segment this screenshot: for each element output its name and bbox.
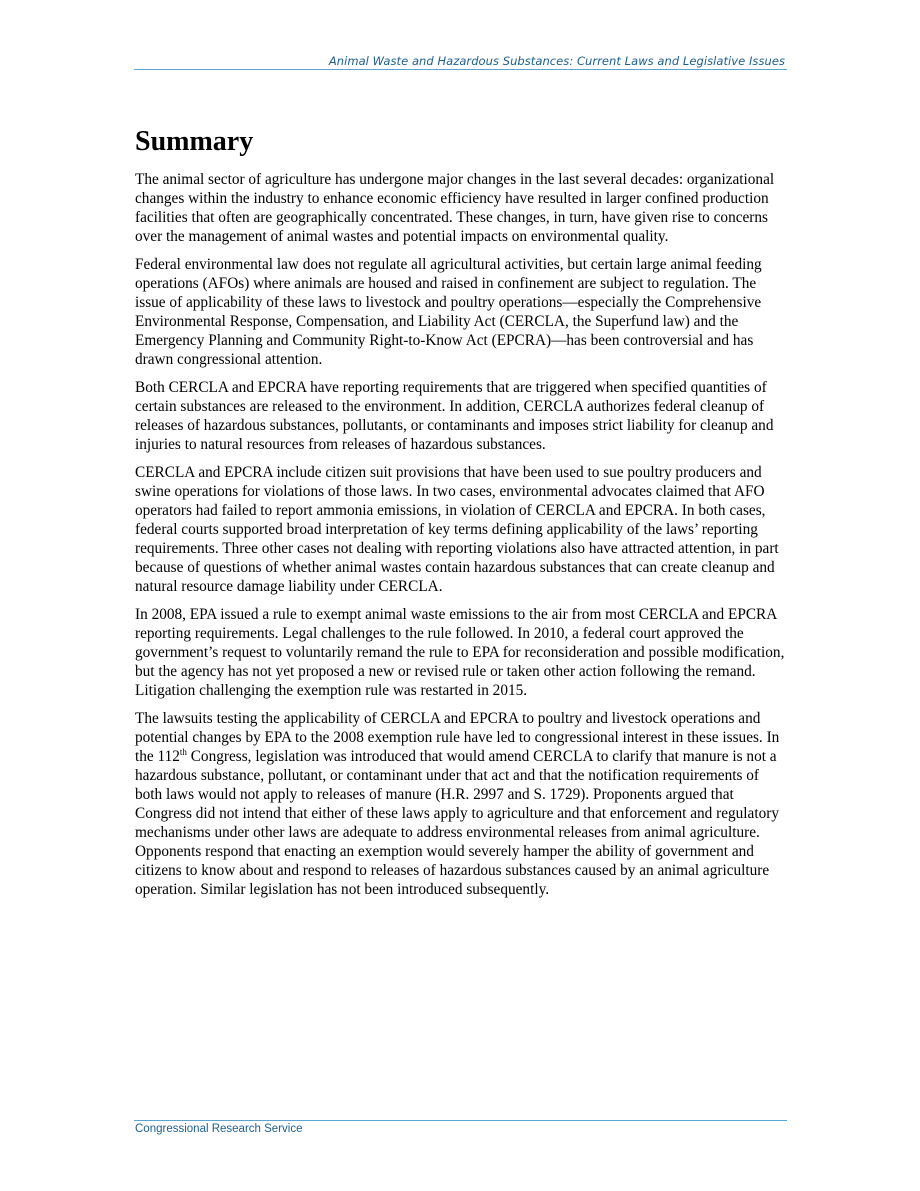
paragraph-last: [135, 709, 790, 899]
ordinal-superscript: th: [179, 747, 187, 757]
paragraph: Federal environmental law does not regulate all agricultural activities, but certain large animal feeding operations (AFOs) where animals are housed and raised in confinement are subject to regulation. The issue of applicability of these laws to livestock and poultry operations—especially the Comprehensive Environmental Response, Compensation, and Liability Act (CERCLA, the Superfund law) and the Emergency Planning and Community Right-to-Know Act (EPCRA)—has been controversial and has drawn congressional attention.: [135, 256, 762, 368]
footer-source: Congressional Research Service: [135, 1123, 303, 1135]
paragraph: In 2008, EPA issued a rule to exempt animal waste emissions to the air from most CERCLA and EPCRA reporting requirements. Legal challenges to the rule followed. In 2010, a federal court approved the government’s request to voluntarily remand the rule to EPA for reconsideration and possible modification, but the agency has not yet proposed a new or revised rule or taken other action following the remand. Litigation challenging the exemption rule was restarted in 2015.: [135, 606, 785, 699]
paragraph-text-after: Congress, legislation was introduced that would amend CERCLA to clarify that manure is not a hazardous substance, pollutant, or contaminant under that act and that the notification requirements of both laws would not apply to releases of manure (H.R. 2997 and S. 1729). Proponents argued that Congress did not intend that either of these laws apply to agriculture and that enforcement and regulatory mechanisms under other laws are adequate to address environmental releases from animal agriculture. Opponents respond that enacting an exemption would severely hamper the ability of government and citizens to know about and respond to releases of hazardous substances caused by an animal agriculture operation. Similar legislation has not been introduced subsequently.: [135, 748, 779, 898]
footer-divider: [134, 1120, 787, 1121]
document-body: [135, 124, 790, 908]
running-header-title: Animal Waste and Hazardous Substances: Current Laws and Legislative Issues: [328, 54, 785, 68]
paragraph-text-before: The lawsuits testing the applicability of CERCLA and EPCRA to poultry and livestock operations and potential changes by EPA to the 2008 exemption rule have led to congressional interest in these issues. In the 112: [135, 710, 780, 765]
paragraph: Both CERCLA and EPCRA have reporting requirements that are triggered when specified quantities of certain substances are released to the environment. In addition, CERCLA authorizes federal cleanup of releases of hazardous substances, pollutants, or contaminants and imposes strict liability for cleanup and injuries to natural resources from releases of hazardous substances.: [135, 379, 774, 453]
paragraph: The animal sector of agriculture has undergone major changes in the last several decades: organizational changes within the industry to enhance economic efficiency have resulted in larger confined production facilities that often are geographically concentrated. These changes, in turn, have given rise to concerns over the management of animal wastes and potential impacts on environmental quality.: [135, 171, 775, 245]
paragraph: CERCLA and EPCRA include citizen suit provisions that have been used to sue poultry producers and swine operations for violations of those laws. In two cases, environmental advocates claimed that AFO operators had failed to report ammonia emissions, in violation of CERCLA and EPCRA. In both cases, federal courts supported broad interpretation of key terms defining applicability of the laws’ reporting requirements. Three other cases not dealing with reporting violations also have attracted attention, in part because of questions of whether animal wastes contain hazardous substances that can create cleanup and natural resource damage liability under CERCLA.: [135, 464, 779, 595]
header-divider: [134, 69, 787, 70]
section-title: Summary: [135, 126, 254, 157]
